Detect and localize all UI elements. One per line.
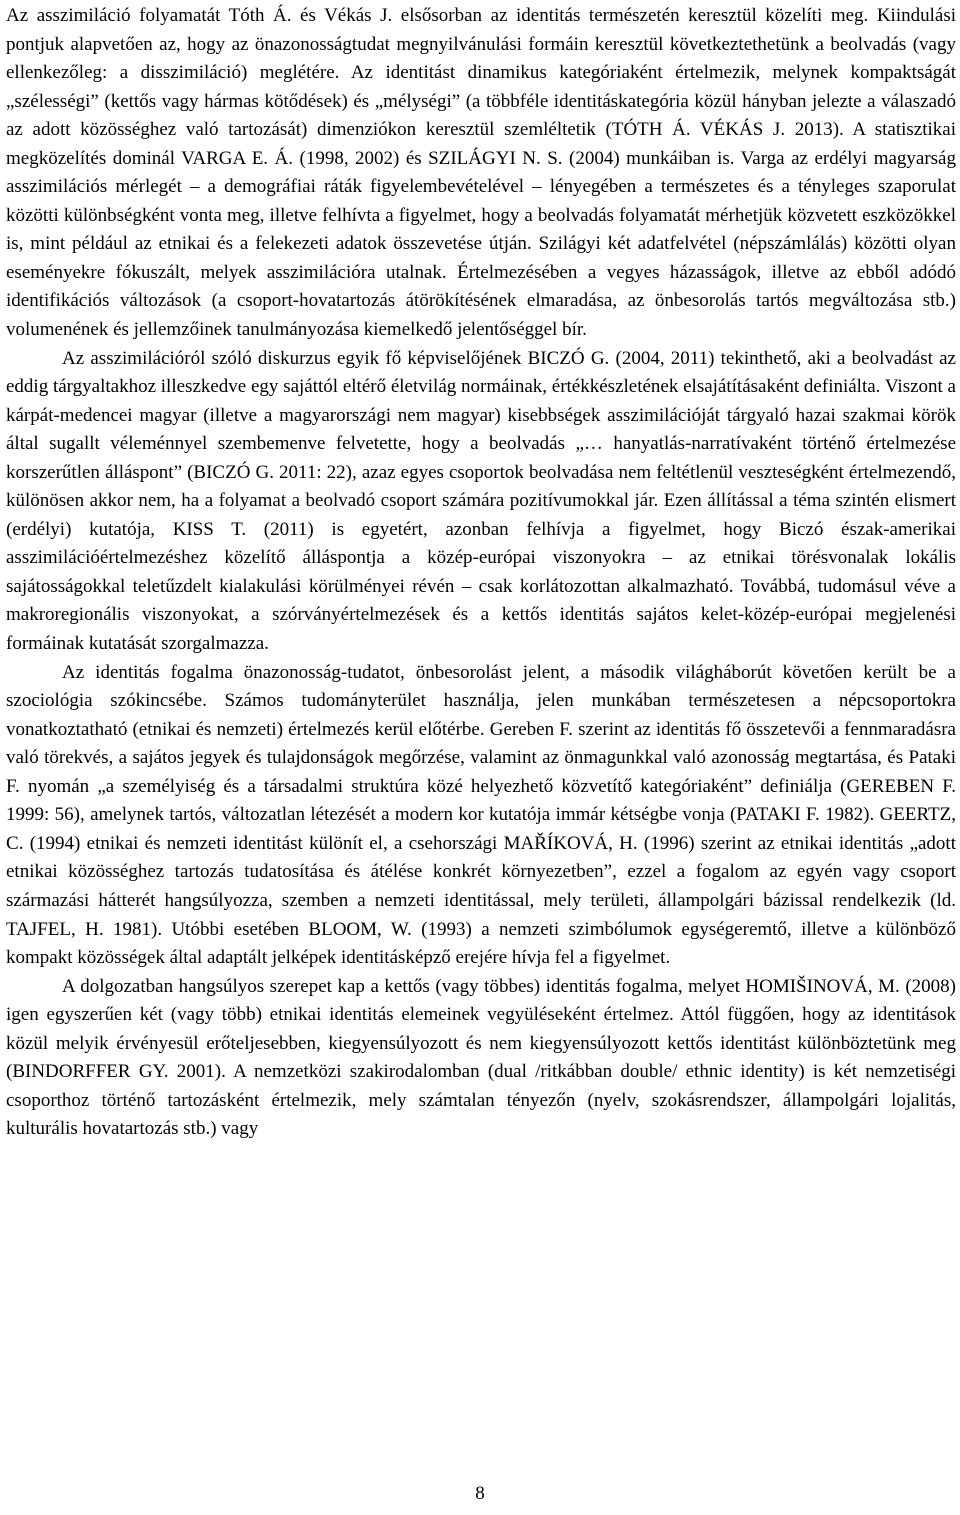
paragraph-biczo-diskurzus: Az asszimilációról szóló diskurzus egyik fő képviselőjének BICZÓ G. (2004, 2011) tekinthető, aki a beolvadást az eddig tárgyaltakhoz illeszkedve egy sajáttól eltérő életvilág normáinak, értékkészletének elsajátításaként definiálta. Viszont a kárpát-medencei magyar (illetve a magyarországi nem magyar) kisebbségek asszimilációját tárgyaló hazai szakmai körök által sugallt véleménnyel szembemenve felvetette, hogy a beolvadás „… hanyatlás-narratívaként történő értelmezése korszerűtlen álláspont” (BICZÓ G. 2011: 22), azaz egyes csoportok beolvadása nem feltétlenül veszteségként értelmezendő, különösen akkor nem, ha a folyamat a beolvadó csoport számára pozitívumokkal jár. Ezen állítással a téma szintén elismert (erdélyi) kutatója, KISS T. (2011) is egyetért, azonban felhívja a figyelmet, hogy Biczó észak-amerikai asszimilációértelmezéshez közelítő álláspontja a közép-európai viszonyokra – az etnikai törésvonalak lokális sajátosságokkal teletűzdelt kialakulási körülményei révén – csak korlátozottan alkalmazható. Továbbá, tudomásul véve a makroregionális viszonyokat, a szórványértelmezések és a kettős identitás sajátos kelet-közép-európai megjelenési formáinak kutatását szorgalmazza. <box>6 347 956 655</box>
paragraph-identitas-fogalma: Az identitás fogalma önazonosság-tudatot, önbesorolást jelent, a második világháborút követően került be a szociológia szókincsébe. Számos tudományterület használja, jelen munkában természetesen a népcsoportokra vonatkoztatható (etnikai és nemzeti) értelmezés kerül előtérbe. Gereben F. szerint az identitás fő összetevői a fennmaradásra való törekvés, a sajátos jegyek és tulajdonságok megőrzése, valamint az önmagunkkal való azonosság megtartása, és Pataki F. nyomán „a személyiség és a társadalmi struktúra közé helyezhető közvetítő kategóriaként” definiálja (GEREBEN F. 1999: 56), amelynek tartós, változatlan létezését a modern kor kutatója immár kétségbe vonja (PATAKI F. 1982). GEERTZ, C. (1994) etnikai és nemzeti identitást különít el, a csehországi MAŘÍKOVÁ, H. (1996) szerint az etnikai identitás „adott etnikai közösséghez tartozás tudatosítása és átélése konkrét környezetben”, ezzel a fogalom az egyén vagy csoport származási hátterét hangsúlyozza, szemben a nemzeti identitással, mely területi, állampolgári bázissal rendelkezik (ld. TAJFEL, H. 1981). Utóbbi esetében BLOOM, W. (1993) a nemzeti szimbólumok egységeremtő, illetve a különböző kompakt közösségek által adaptált jelképek identitásképző erejére hívja fel a figyelmet. <box>6 661 956 969</box>
paragraph-asszimilacio-toth-vekas: Az asszimiláció folyamatát Tóth Á. és Vékás J. elsősorban az identitás természetén keresztül közelíti meg. Kiindulási pontjuk alapvetően az, hogy az önazonosságtudat megnyilvánulási formáin keresztül következtethetünk a beolvadás (vagy ellenkezőleg: a disszimiláció) meglétére. Az identitást dinamikus kategóriaként értelmezik, melynek kompaktságát „szélességi” (kettős vagy hármas kötődések) és „mélységi” (a többféle identitáskategória közül hányban jelezte a válaszadó az adott közösséghez való tartozását) dimenziókon keresztül szemléltetik (TÓTH Á. VÉKÁS J. 2013). A statisztikai megközelítés dominál VARGA E. Á. (1998, 2002) és SZILÁGYI N. S. (2004) munkáiban is. Varga az erdélyi magyarság asszimilációs mérlegét – a demográfiai ráták figyelembevételével – lényegében a természetes és a tényleges szaporulat közötti különbségként vonta meg, illetve felhívta a figyelmet, hogy a beolvadás folyamatát mérhetjük közvetett eszközökkel is, mint például az etnikai és a felekezeti adatok összevetése útján. Szilágyi két adatfelvétel (népszámlálás) közötti olyan eseményekre fókuszált, melyek asszimilációra utalnak. Értelmezésében a vegyes házasságok, illetve az ebből adódó identifikációs változások (a csoport-hovatartozás átörökítésének elmaradása, az önbesorolás tartós megváltozása stb.) volumenének és jellemzőinek tanulmányozása kiemelkedő jelentőséggel bír. <box>6 5 956 341</box>
page-number: 8 <box>475 1483 485 1504</box>
body-text <box>6 2 956 1144</box>
paragraph-kettos-identitas: A dolgozatban hangsúlyos szerepet kap a kettős (vagy többes) identitás fogalma, melyet HOMIŠINOVÁ, M. (2008) igen egyszerűen két (vagy több) etnikai identitás elemeinek vegyüléseként értelmez. Attól függően, hogy az identitások közül melyik érvényesül erőteljesebben, kiegyensúlyozott és nem kiegyensúlyozott kettős identitást különböztetünk meg (BINDORFFER GY. 2001). A nemzetközi szakirodalomban (dual /ritkábban double/ ethnic identity) is két nemzetiségi csoporthoz történő tartozásként értelmezik, mely számtalan tényezőn (nyelv, szokásrendszer, állampolgári lojalitás, kulturális hovatartozás stb.) vagy <box>6 975 956 1140</box>
